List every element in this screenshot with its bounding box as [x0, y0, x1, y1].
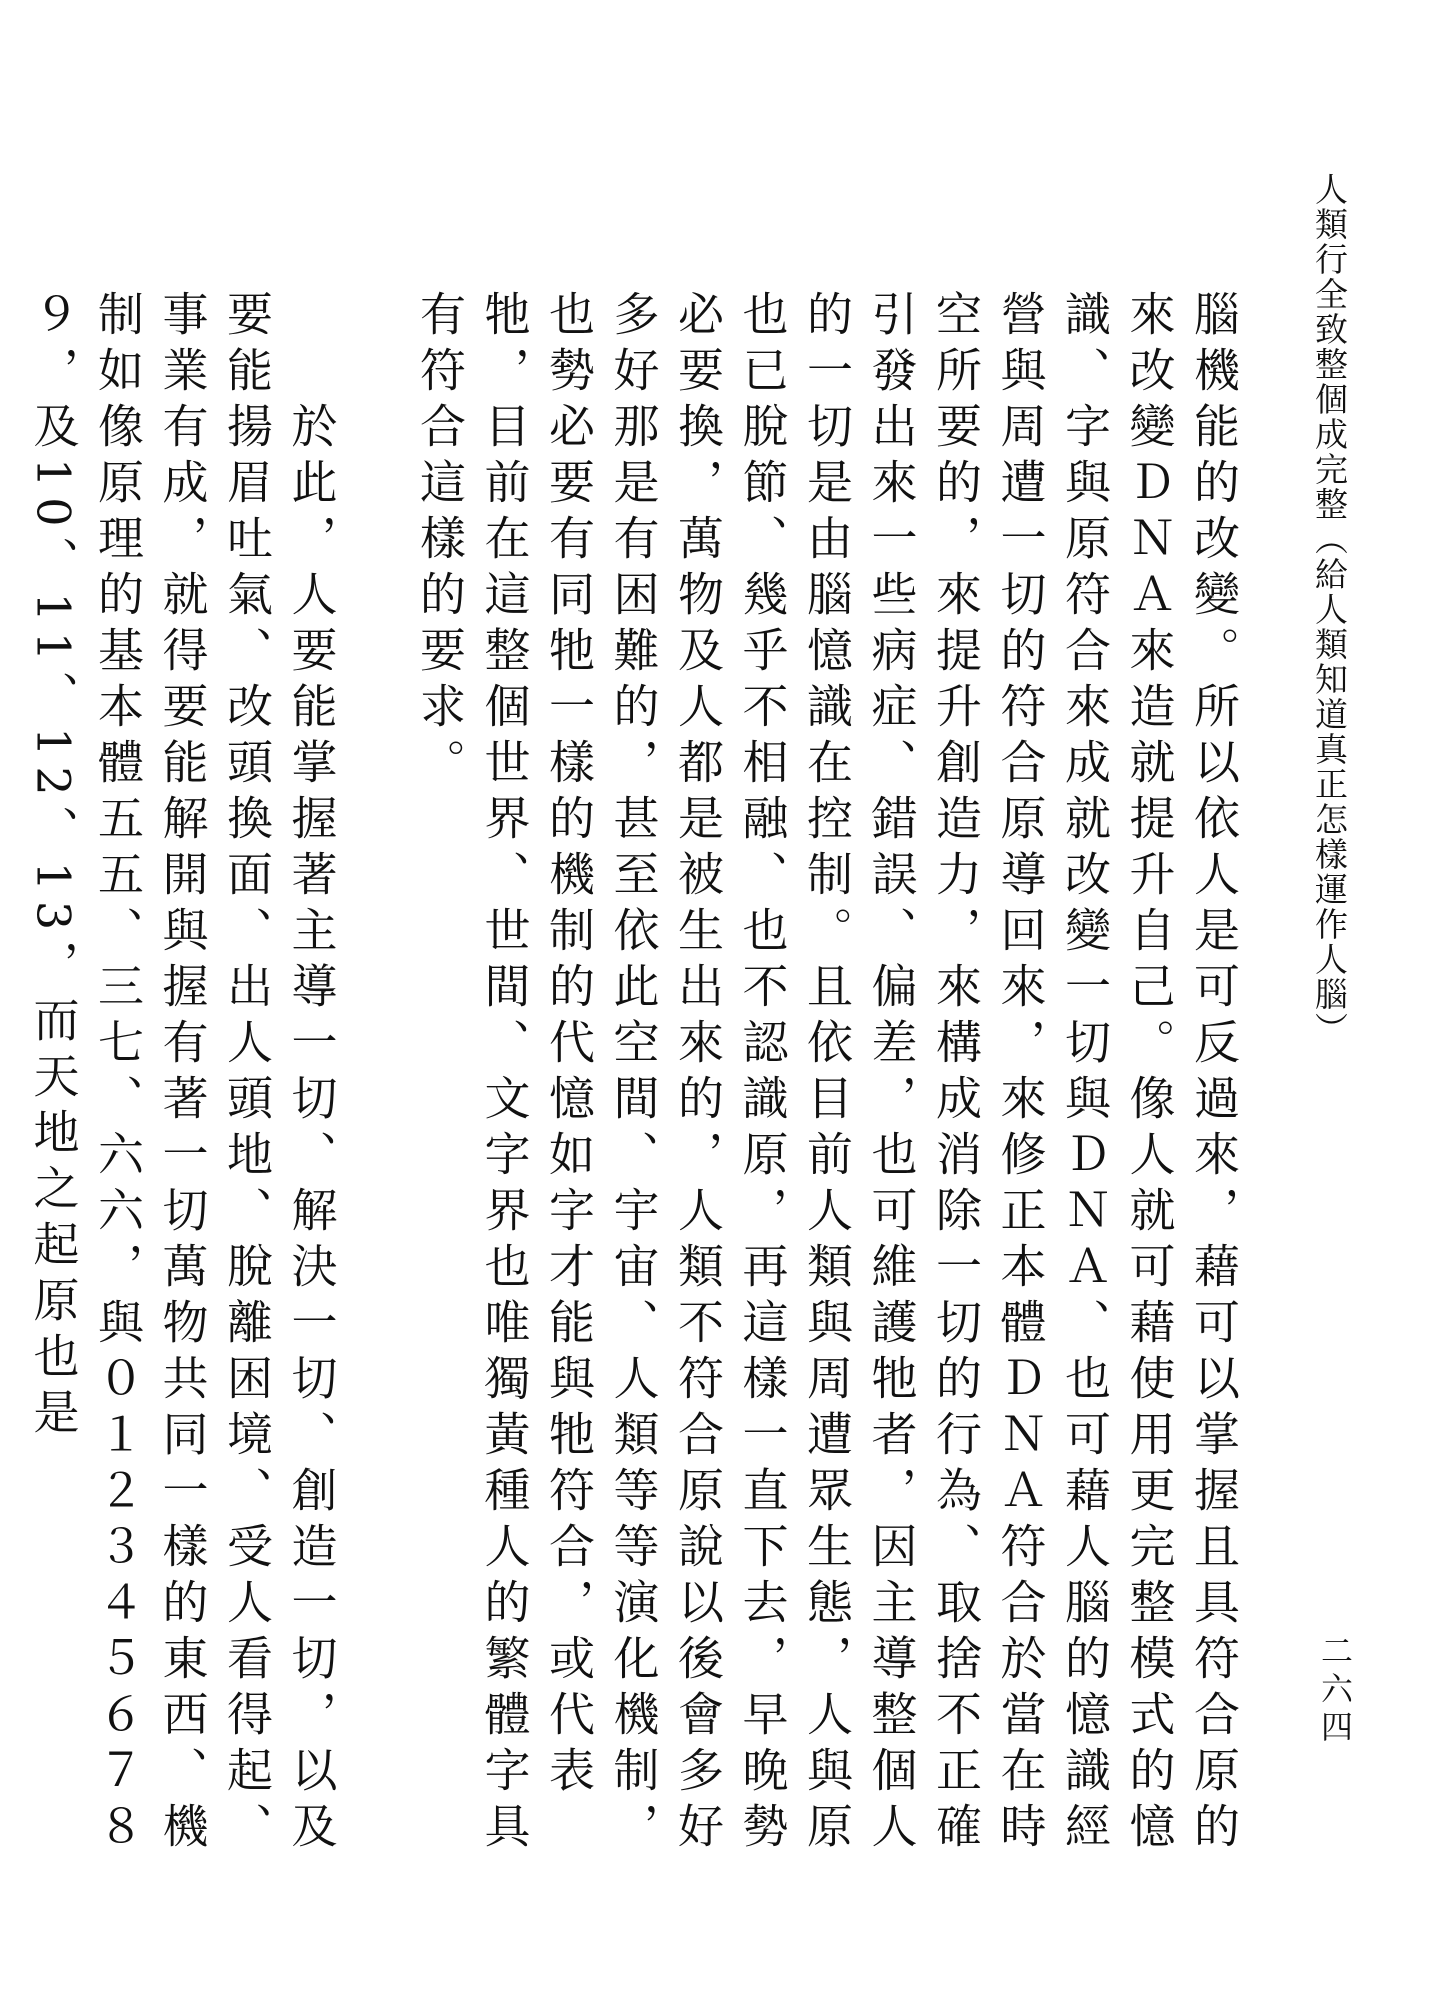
page-number: 二六四: [1316, 1634, 1354, 1748]
running-title: 人類行全致整個成完整（給人類知道真正怎樣運作人腦）: [1310, 172, 1349, 1047]
paragraph-2-text: 於此，人要能掌握著主導一切、解決一切、創造一切，以及要能揚眉吐氣、改頭換面、出人頭地、脫離困境、受人看得起、事業有成，就得要能解開與握有著一切萬物共同一樣的東西、機制如像原理的基本體五五、三七、六六，與０１２３４５６７８９，及10、11、12、13，而天地之起原也是: [26, 290, 339, 1858]
paragraph-1-text: 腦機能的改變。所以依人是可反過來，藉可以掌握且具符合原的來改變ＤＮＡ來造就提升自己。像人就可藉使用更完整模式的憶識、字與原符合來成就改變一切與ＤＮＡ、也可藉人腦的憶識經營與周遭一切的符合原導回來，來修正本體ＤＮＡ符合於當在時空所要的，來提升創造力，來構成消除一切的行為、取捨不正確引發出來一些病症、錯誤、偏差，也可維護牠者，因主導整個人的一切是由腦憶識在控制。且依目前人類與周遭眾生態，人與原也已脫節、幾乎不相融、也不認識原，再這樣一直下去，早晚勢必要換，萬物及人都是被生出來的，人類不符合原說以後會多好多好那是有困難的，甚至依此空間、宇宙、人類等等演化機制，也勢必要有同牠一樣的機制的代憶如字才能與牠符合，或代表牠，目前在這整個世界、世間、文字界也唯獨黃種人的繁體字具有符合這樣的要求。: [413, 290, 1241, 1858]
paragraph-1: [408, 290, 1247, 1870]
body-text: [21, 290, 1246, 1870]
paragraph-2: [21, 290, 344, 1870]
